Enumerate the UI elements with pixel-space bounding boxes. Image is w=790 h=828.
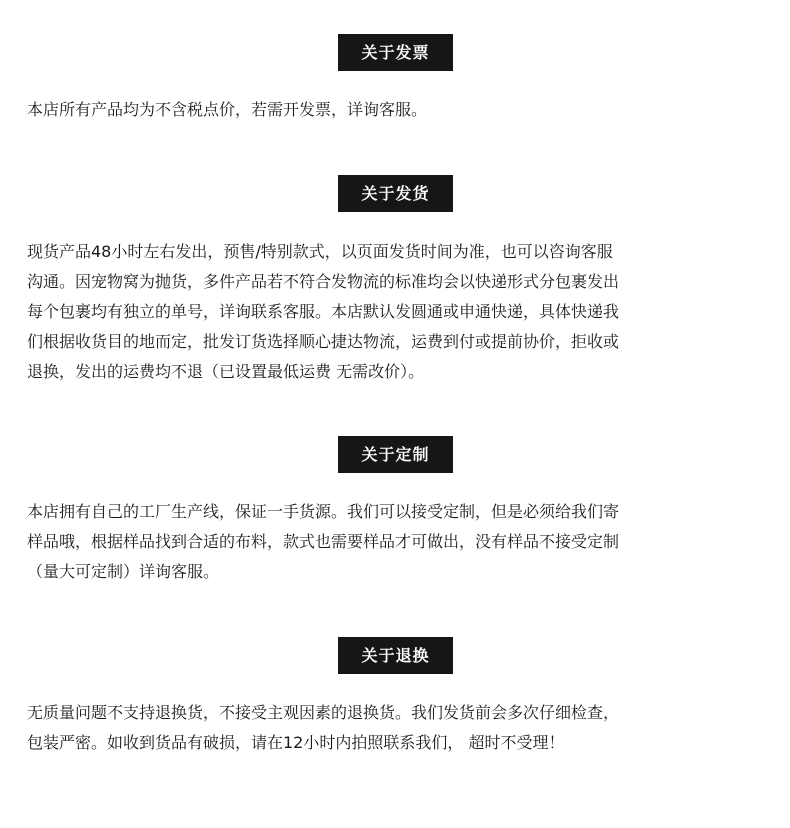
section-body-returns: 无质量问题不支持退换货，不接受主观因素的退换货。我们发货前会多次仔细检查， 包装严密。如收到货品有破损，请在12小时内拍照联系我们， 超时不受理！ [27, 703, 620, 752]
section-body-invoice: 本店所有产品均为不含税点价，若需开发票，详询客服。 [27, 100, 428, 119]
section-title-invoice: 关于发票 [338, 34, 453, 71]
section-title-returns: 关于退换 [338, 637, 453, 674]
section-body-customization: 本店拥有自己的工厂生产线，保证一手货源。我们可以接受定制，但是必须给我们寄 样品哦，根据样品找到合适的布料，款式也需要样品才可做出，没有样品不接受定制 （量大可定制）详询客服。 [27, 502, 620, 581]
section-title-shipping: 关于发货 [338, 175, 453, 212]
section-body-shipping: 现货产品48小时左右发出，预售/特别款式，以页面发货时间为准，也可以咨询客服 沟通。因宠物窝为抛货，多件产品若不符合发物流的标准均会以快递形式分包裹发出 每个包裹均有独立的单号，详询联系客服。本店默认发圆通或申通快递，具体快递我 们根据收货目的地而定，批发订货选择顺心捷达物流，运费到付或提前协价，拒收或 退换，发出的运费均不退（已设置最低运费 无需改价）。 [27, 242, 620, 381]
section-title-customization: 关于定制 [338, 436, 453, 473]
